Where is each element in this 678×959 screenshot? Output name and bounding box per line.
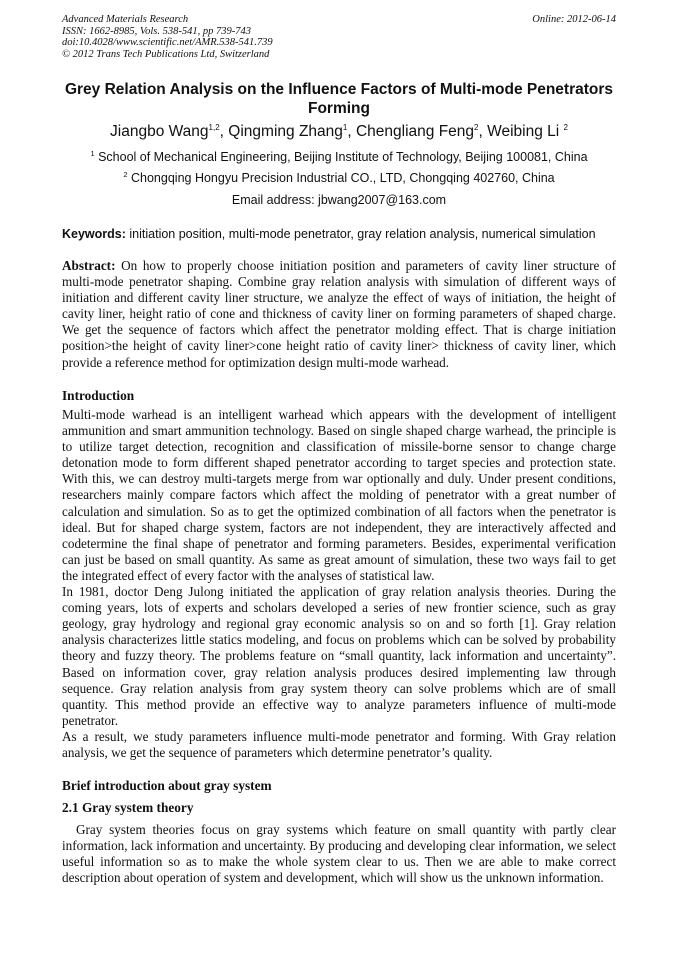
author-affil-mark: 2 <box>474 123 479 132</box>
copyright-line: © 2012 Trans Tech Publications Ltd, Switzerland <box>62 48 270 60</box>
subsection-heading: 2.1 Gray system theory <box>62 800 194 815</box>
affil-mark: 2 <box>123 170 128 179</box>
email-line: Email address: jbwang2007@163.com <box>231 193 447 207</box>
page-header <box>62 14 616 60</box>
author-affil-mark: 2 <box>563 123 568 132</box>
gray-system-paragraph: Gray system theories focus on gray systems which feature on small quantity with partly clear information, lack information and uncertainty. By producing and developing clear information, we select useful information so as to make the whole system clear to us. Then we are able to make correct description about operation of system and development, which will show us the unknown information. <box>62 822 616 886</box>
affil-text: Chongqing Hongyu Precision Industrial CO., LTD, Chongqing 402760, China <box>131 171 555 185</box>
doi-line: doi:10.4028/www.scientific.net/AMR.538-541.739 <box>62 37 273 48</box>
online-date: Online: 2012-06-14 <box>532 14 616 25</box>
affil-mark: 1 <box>90 149 95 158</box>
author-separator: , <box>347 123 356 140</box>
affiliation-1 <box>40 150 638 164</box>
introduction-heading: Introduction <box>62 388 135 403</box>
author-name: Chengliang Feng <box>355 123 475 140</box>
intro-paragraph-1: Multi-mode warhead is an intelligent warhead which appears with the development of intelligent ammunition and smart ammunition technology. Based on single shaped charge warhead, the principle is to utilize target detection, recognition and classification of missile-borne sensor to change charge detonation mode to form different shaped penetrator according to target species and protection state. With this, we can destroy multi-targets merge from war optionally and duly. Under present conditions, researchers mainly compare factors which affect the molding of penetrator with a great number of calculation and simulation. So as to get the optimized combination of all factors when the penetrator is ideal. But for shaped charge system, factors are not independent, they are interactively affected and codetermine the final shape of penetrator and forming parameters. Besides, experimental verification can just be based on small quantity. As same as great amount of simulation, these two ways fail to get the integrated effect of every factor with the analyses of statistical law. <box>62 407 616 583</box>
intro-paragraph-3: As a result, we study parameters influence multi-mode penetrator and forming. With Gray relation analysis, we get the sequence of parameters which determine penetrator’s quality. <box>62 728 616 760</box>
author-list <box>40 123 638 141</box>
introduction-body <box>62 407 616 761</box>
abstract-block <box>62 258 616 371</box>
keywords-line <box>62 227 616 241</box>
keywords-label: Keywords: <box>62 227 126 241</box>
keywords-text: initiation position, multi-mode penetrator, gray relation analysis, numerical simulation <box>129 227 596 241</box>
intro-paragraph-2: In 1981, doctor Deng Julong initiated the application of gray relation analysis theories. During the coming years, lots of experts and scholars developed a series of new frontier science, such as gray geology, gray hydrology and regional gray economic analysis so on and so forth [1]. Gray relation analysis characterizes little statics modeling, and focus on problems which can be solved by probability theory and fuzzy theory. The problems feature on “small quantity, lack information and uncertainty”. Based on information cover, gray relation analysis produces desired implementing law through sequence. Gray relation analysis from gray system theory can solve problems which are of small quantity. This method provide an effective way to analyze parameters influence of multi-mode penetrator. <box>62 584 616 728</box>
author-name: Jiangbo Wang <box>110 123 209 140</box>
affil-text: School of Mechanical Engineering, Beijing Institute of Technology, Beijing 100081, China <box>98 150 588 164</box>
journal-name: Advanced Materials Research <box>62 14 189 25</box>
section-heading: Brief introduction about gray system <box>62 778 272 793</box>
author-affil-mark: 1,2 <box>208 123 220 132</box>
affiliation-2 <box>40 171 638 185</box>
paper-title: Grey Relation Analysis on the Influence Factors of Multi-mode Penetrators Forming <box>64 81 614 117</box>
author-separator: , <box>478 123 488 140</box>
author-affil-mark: 1 <box>342 123 348 132</box>
author-name: Qingming Zhang <box>228 123 343 140</box>
abstract-text: On how to properly choose initiation position and parameters of cavity liner structure of multi-mode penetrator shaping. Combine gray relation analysis with simulation of different ways of initiation and different cavity liner structure, we analyze the effect of ways of initiation, the height of cavity liner, height ratio of cone and thickness of cavity liner on forming parameters of shaped charge. We get the sequence of factors which affect the penetrator molding effect. That is charge initiation position>the height of cavity liner>cone height ratio of cavity liner> thickness of cavity liner, which provide a reference method for optimization design multi-mode warhead. <box>62 258 616 370</box>
gray-system-body <box>62 822 616 886</box>
author-separator: , <box>219 123 229 140</box>
issn-line: ISSN: 1662-8985, Vols. 538-541, pp 739-743 <box>62 25 251 37</box>
author-name: Weibing Li <box>487 123 560 140</box>
abstract-label: Abstract: <box>62 258 116 273</box>
